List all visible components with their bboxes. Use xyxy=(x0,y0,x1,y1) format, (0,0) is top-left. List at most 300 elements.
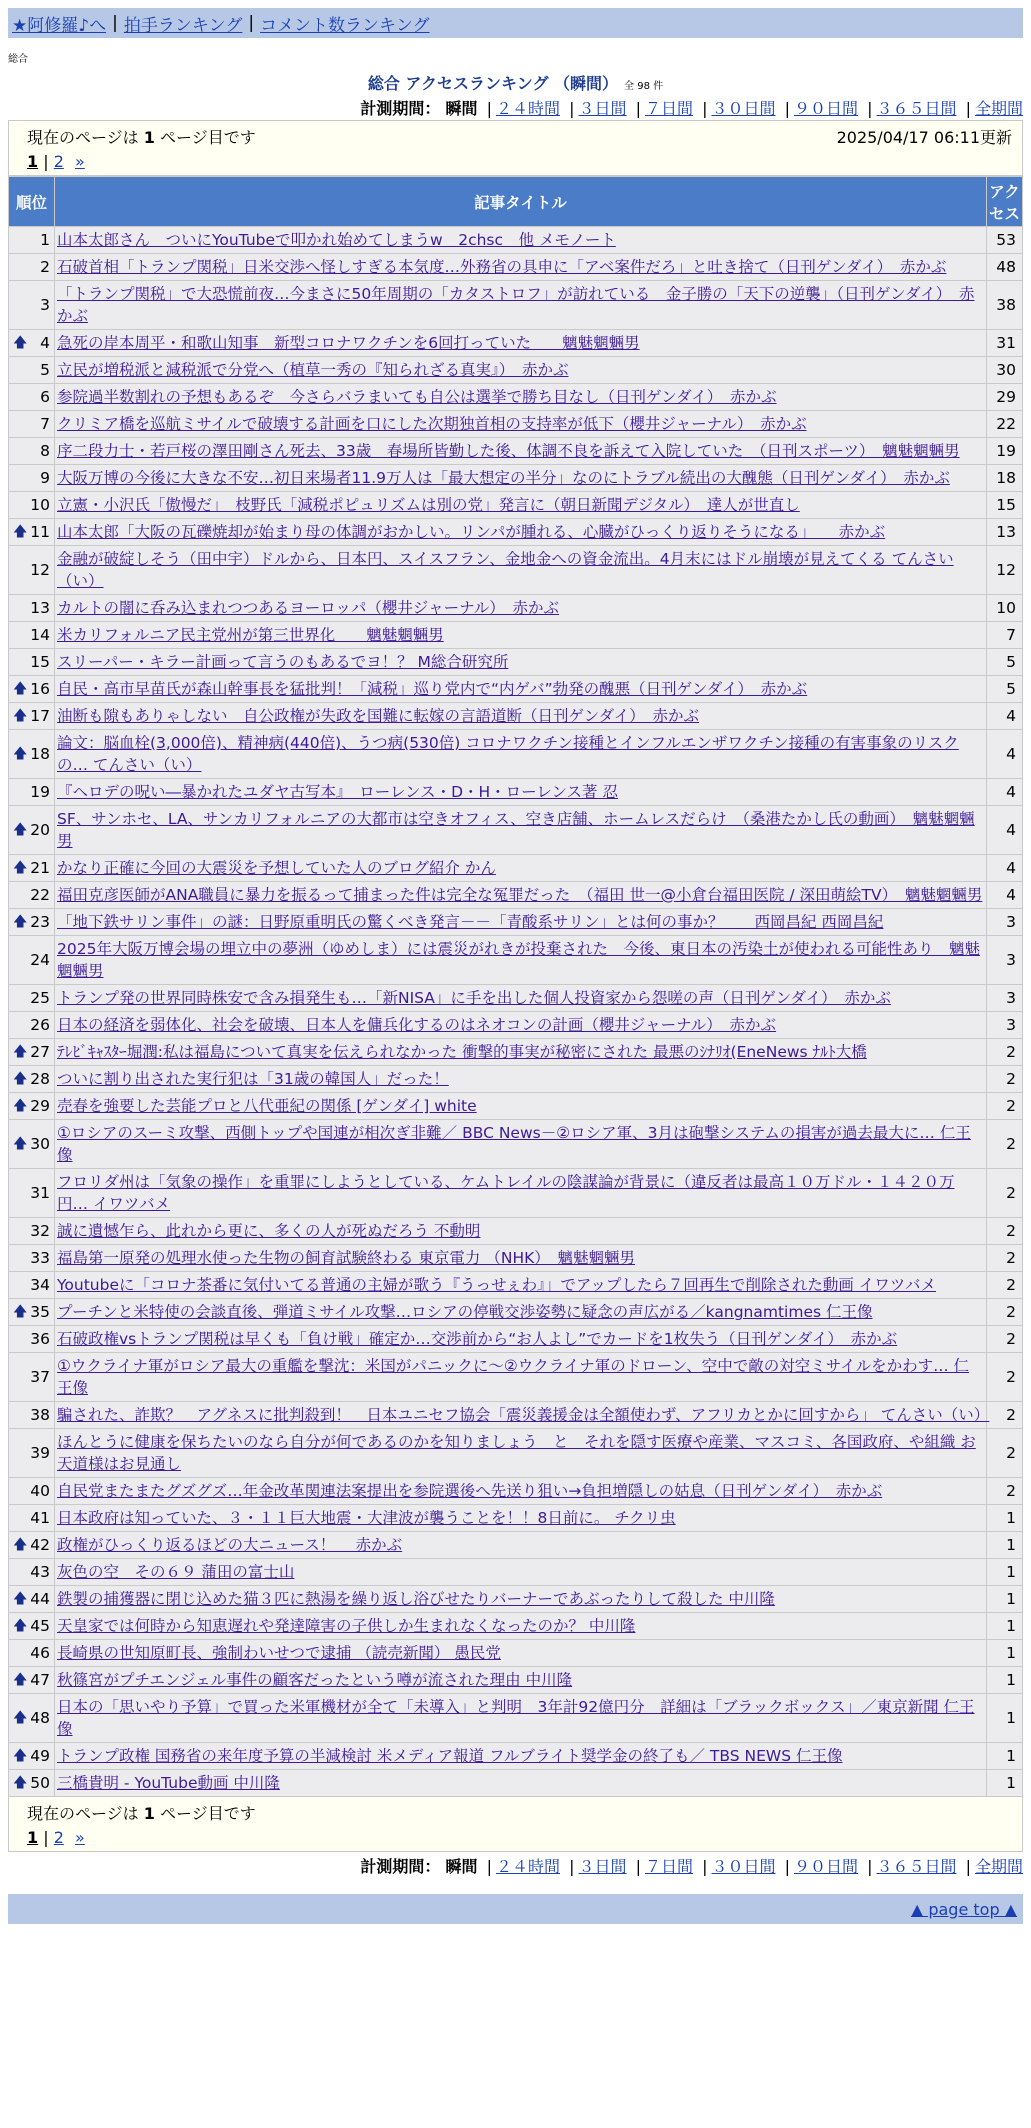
rank-up-arrow-icon: 🡅 xyxy=(13,1591,28,1607)
table-row xyxy=(9,1169,1023,1218)
rank-cell xyxy=(9,882,55,909)
nav-link-asyura[interactable]: ★阿修羅♪へ xyxy=(12,15,107,36)
title-cell xyxy=(55,1169,987,1218)
rank-number: 46 xyxy=(30,1644,50,1662)
title-cell xyxy=(55,1613,987,1640)
rank-number: 37 xyxy=(30,1368,50,1386)
page-title-text: 総合 アクセスランキング （瞬間） xyxy=(367,74,619,93)
pager-current: 1 xyxy=(27,1828,39,1847)
article-title-link[interactable]: 序二段力士・若戸桜の澤田剛さん死去、33歳 春場所皆勤した後、体調不良を訴えて入院していた （日刊スポーツ） 魑魅魍魎男 xyxy=(57,442,960,460)
rank-number: 33 xyxy=(30,1249,50,1267)
rank-number: 6 xyxy=(40,388,50,406)
access-count: 4 xyxy=(987,806,1023,855)
table-row xyxy=(9,1613,1023,1640)
title-cell xyxy=(55,254,987,281)
article-title-link[interactable]: スリーパー・キラー計画って言うのもあるでヨ！？ M総合研究所 xyxy=(57,653,509,671)
page-info-top xyxy=(8,120,1023,176)
article-title-link[interactable]: 日本の「思いやり予算」で買った米軍機材が全て「未導入」と判明 3年計92億円分 詳細は「ブラックボックス」／東京新聞 仁王像 xyxy=(57,1698,975,1738)
access-count: 7 xyxy=(987,622,1023,649)
period-current: 瞬間 xyxy=(445,99,478,118)
rank-up-arrow-icon: 🡅 xyxy=(13,822,28,838)
table-row xyxy=(9,546,1023,595)
access-count: 5 xyxy=(987,649,1023,676)
title-cell xyxy=(55,649,987,676)
title-cell xyxy=(55,1586,987,1613)
rank-number: 25 xyxy=(30,989,50,1007)
rank-number: 21 xyxy=(30,859,50,877)
pager-current: 1 xyxy=(27,152,39,171)
article-title-link[interactable]: フロリダ州は「気象の操作」を重罪にしようとしている、ケムトレイルの陰謀論が背景に（違反者は最高１０万ドル・１４２０万円… イワツバメ xyxy=(57,1173,955,1213)
rank-cell xyxy=(9,1586,55,1613)
rank-number: 16 xyxy=(30,680,50,698)
nav-link-comment-ranking[interactable]: コメント数ランキング xyxy=(260,15,430,36)
rank-up-arrow-icon: 🡅 xyxy=(13,1136,28,1152)
access-count: 2 xyxy=(987,1353,1023,1402)
period-selector-bottom: 計測期間： 瞬間 | ２４時間 | ３日間 | ７日間 | ３０日間 | ９０日間 | ３６５日間 | 全期間 xyxy=(360,1857,1023,1876)
article-title-link[interactable]: 自民・高市早苗氏が森山幹事長を猛批判！「減税」巡り党内で“内ゲバ”勃発の醜悪（日刊ゲンダイ） 赤かぶ xyxy=(57,680,808,698)
article-title-link[interactable]: 石破政権vsトランプ関税は早くも「負け戦」確定か…交渉前から“お人よし”でカードを1枚失う（日刊ゲンダイ） 赤かぶ xyxy=(57,1330,898,1348)
table-row xyxy=(9,703,1023,730)
title-cell xyxy=(55,546,987,595)
article-title-link[interactable]: 立民が増税派と減税派で分党へ（植草一秀の『知られざる真実』） 赤かぶ xyxy=(57,361,569,379)
rank-cell xyxy=(9,546,55,595)
article-title-link[interactable]: 売春を強要した芸能プロと八代亜紀の関係 [ゲンダイ] white xyxy=(57,1097,477,1115)
article-title-link[interactable]: 石破首相「トランプ関税」日米交渉へ怪しすぎる本気度…外務省の具申に「アベ案件だろ」と吐き捨て（日刊ゲンダイ） 赤かぶ xyxy=(57,258,947,276)
article-title-link[interactable]: ﾃﾚﾋﾞｷｬｽﾀｰ堀潤:私は福島について真実を伝えられなかった 衝撃的事実が秘密にされた 最悪のｼﾅﾘｵ(EneNews ﾅﾙﾄ大橋 xyxy=(57,1043,867,1061)
access-count: 31 xyxy=(987,330,1023,357)
article-title-link[interactable]: ほんとうに健康を保ちたいのなら自分が何であるのかを知りましょう と それを隠す医療や産業、マスコミ、各国政府、や組織 お天道様はお見通し xyxy=(57,1433,976,1473)
period-link-7d[interactable]: ７日間 xyxy=(644,1857,693,1876)
rank-cell xyxy=(9,330,55,357)
rank-cell xyxy=(9,1039,55,1066)
access-count: 2 xyxy=(987,1120,1023,1169)
article-title-link[interactable]: ①ウクライナ軍がロシア最大の重艦を撃沈：米国がパニックに～②ウクライナ軍のドローン、空中で敵の対空ミサイルをかわす… 仁王像 xyxy=(57,1357,970,1397)
title-cell xyxy=(55,779,987,806)
article-title-link[interactable]: かなり正確に今回の大震災を予想していた人のブログ紹介 かん xyxy=(57,859,496,877)
article-title-link[interactable]: 日本の経済を弱体化、社会を破壊、日本人を傭兵化するのはネオコンの計画（櫻井ジャーナル） 赤かぶ xyxy=(57,1016,777,1034)
access-count: 10 xyxy=(987,595,1023,622)
rank-cell xyxy=(9,855,55,882)
rank-number: 17 xyxy=(30,707,50,725)
rank-number: 38 xyxy=(30,1406,50,1424)
article-title-link[interactable]: 騙された、詐欺？ アグネスに批判殺到！ 日本ユニセフ協会「震災義援金は全額使わず、アフリカとかに回すから」 てんさい（い） xyxy=(57,1406,990,1424)
article-title-link[interactable]: 天皇家では何時から知恵遅れや発達障害の子供しか生まれなくなったのか？ 中川隆 xyxy=(57,1617,636,1635)
access-count: 1 xyxy=(987,1586,1023,1613)
table-row xyxy=(9,384,1023,411)
article-title-link[interactable]: 日本政府は知っていた、３・１１巨大地震・大津波が襲うことを！！8日前に。 チクリ虫 xyxy=(57,1509,676,1527)
title-cell xyxy=(55,730,987,779)
rank-number: 26 xyxy=(30,1016,50,1034)
access-count: 3 xyxy=(987,985,1023,1012)
rank-up-arrow-icon: 🡅 xyxy=(13,860,28,876)
article-title-link[interactable]: Youtubeに「コロナ茶番に気付いてる普通の主婦が歌う『うっせぇわ』」でアップしたら７回再生で削除された動画 イワツバメ xyxy=(57,1276,936,1294)
article-title-link[interactable]: 鉄製の捕獲器に閉じ込めた猫３匹に熱湯を繰り返し浴びせたりバーナーであぶったりして殺した 中川隆 xyxy=(57,1590,775,1608)
table-row xyxy=(9,1640,1023,1667)
rank-up-arrow-icon: 🡅 xyxy=(13,1748,28,1764)
title-cell xyxy=(55,985,987,1012)
table-row xyxy=(9,357,1023,384)
access-count: 4 xyxy=(987,730,1023,779)
access-count: 3 xyxy=(987,909,1023,936)
table-row xyxy=(9,1218,1023,1245)
col-header-rank: 順位 xyxy=(9,177,55,227)
article-title-link[interactable]: 「地下鉄サリン事件」の謎：日野原重明氏の驚くべき発言－－「青酸系サリン」とは何の事か？ 西岡昌紀 西岡昌紀 xyxy=(57,913,884,931)
table-row xyxy=(9,1694,1023,1743)
table-row xyxy=(9,882,1023,909)
rank-number: 50 xyxy=(30,1774,50,1792)
pager-next[interactable]: » xyxy=(74,1828,85,1847)
rank-number: 14 xyxy=(30,626,50,644)
access-count: 12 xyxy=(987,546,1023,595)
access-count: 2 xyxy=(987,1272,1023,1299)
title-cell xyxy=(55,384,987,411)
rank-number: 32 xyxy=(30,1222,50,1240)
access-count: 15 xyxy=(987,492,1023,519)
title-cell xyxy=(55,855,987,882)
title-cell xyxy=(55,492,987,519)
current-page-text-bottom: 現在のページは 1 ページ目です xyxy=(27,1804,256,1823)
access-count: 3 xyxy=(987,936,1023,985)
title-cell xyxy=(55,1093,987,1120)
period-link-3d[interactable]: ３日間 xyxy=(578,99,627,118)
title-cell xyxy=(55,1532,987,1559)
rank-up-arrow-icon: 🡅 xyxy=(13,1044,28,1060)
access-count: 2 xyxy=(987,1326,1023,1353)
rank-cell xyxy=(9,1012,55,1039)
access-count: 1 xyxy=(987,1505,1023,1532)
table-row xyxy=(9,730,1023,779)
page-info-bottom xyxy=(8,1796,1023,1852)
rank-cell xyxy=(9,1640,55,1667)
article-title-link[interactable]: 秋篠宮がプチエンジェル事件の顧客だったという噂が流された理由 中川隆 xyxy=(57,1671,573,1689)
access-count: 2 xyxy=(987,1218,1023,1245)
rank-number: 36 xyxy=(30,1330,50,1348)
rank-cell xyxy=(9,438,55,465)
rank-number: 24 xyxy=(30,951,50,969)
table-row xyxy=(9,1093,1023,1120)
rank-up-arrow-icon: 🡅 xyxy=(13,1304,28,1320)
article-title-link[interactable]: 論文：脳血栓(3,000倍)、精神病(440倍)、うつ病(530倍) コロナワクチン接種とインフルエンザワクチン接種の有害事象のリスクの… てんさい（い） xyxy=(57,734,959,774)
rank-number: 31 xyxy=(30,1184,50,1202)
rank-number: 19 xyxy=(30,783,50,801)
rank-number: 3 xyxy=(40,296,50,314)
rank-up-arrow-icon: 🡅 xyxy=(13,681,28,697)
rank-cell xyxy=(9,411,55,438)
title-cell xyxy=(55,465,987,492)
article-title-link[interactable]: 福島第一原発の処理水使った生物の飼育試験終わる 東京電力 （NHK） 魑魅魍魎男 xyxy=(57,1249,636,1267)
rank-cell xyxy=(9,519,55,546)
rank-cell xyxy=(9,676,55,703)
table-row xyxy=(9,1402,1023,1429)
category-label: 総合 xyxy=(8,54,28,65)
title-cell xyxy=(55,1326,987,1353)
period-label: 計測期間： xyxy=(360,99,441,118)
page-title xyxy=(8,71,1023,94)
rank-up-arrow-icon: 🡅 xyxy=(13,1071,28,1087)
article-title-link[interactable]: 立憲・小沢氏「傲慢だ」 枝野氏「減税ポピュリズムは別の党」発言に（朝日新聞デジタル） 達人が世直し xyxy=(57,496,800,514)
rank-number: 27 xyxy=(30,1043,50,1061)
rank-number: 23 xyxy=(30,913,50,931)
article-title-link[interactable]: 「トランプ関税」で大恐慌前夜…今まさに50年周期の「カタストロフ」が訪れている 金子勝の「天下の逆襲」（日刊ゲンダイ） 赤かぶ xyxy=(57,285,975,325)
table-row xyxy=(9,806,1023,855)
table-row xyxy=(9,909,1023,936)
article-title-link[interactable]: 『ヘロデの呪い―暴かれたユダヤ古写本』 ローレンス・D・H・ローレンス著 忍 xyxy=(57,783,618,801)
rank-cell xyxy=(9,1505,55,1532)
period-link-30d[interactable]: ３０日間 xyxy=(711,1857,776,1876)
ranking-table xyxy=(8,176,1023,1797)
rank-cell xyxy=(9,1478,55,1505)
title-cell xyxy=(55,676,987,703)
access-count: 1 xyxy=(987,1640,1023,1667)
rank-cell xyxy=(9,1272,55,1299)
rank-cell xyxy=(9,622,55,649)
access-count: 4 xyxy=(987,855,1023,882)
rank-cell xyxy=(9,254,55,281)
title-cell xyxy=(55,519,987,546)
article-title-link[interactable]: 油断も隙もありゃしない 自公政権が失政を国難に転嫁の言語道断（日刊ゲンダイ） 赤かぶ xyxy=(57,707,700,725)
rank-cell xyxy=(9,1532,55,1559)
access-count: 48 xyxy=(987,254,1023,281)
table-row xyxy=(9,985,1023,1012)
period-link-all[interactable]: 全期間 xyxy=(974,99,1023,118)
rank-number: 7 xyxy=(40,415,50,433)
rank-up-arrow-icon: 🡅 xyxy=(13,1537,28,1553)
rank-up-arrow-icon: 🡅 xyxy=(13,335,28,351)
period-link-7d[interactable]: ７日間 xyxy=(644,99,693,118)
table-row xyxy=(9,411,1023,438)
table-row xyxy=(9,1429,1023,1478)
rank-cell xyxy=(9,649,55,676)
table-row xyxy=(9,438,1023,465)
rank-cell xyxy=(9,1066,55,1093)
period-link-90d[interactable]: ９０日間 xyxy=(793,1857,858,1876)
title-cell xyxy=(55,1218,987,1245)
title-cell xyxy=(55,1429,987,1478)
article-title-link[interactable]: 参院過半数割れの予想もあるぞ 今さらバラまいても自公は選挙で勝ち目なし（日刊ゲンダイ） 赤かぶ xyxy=(57,388,777,406)
access-count: 4 xyxy=(987,779,1023,806)
access-count: 38 xyxy=(987,281,1023,330)
title-cell xyxy=(55,936,987,985)
rank-cell xyxy=(9,1093,55,1120)
access-count: 4 xyxy=(987,703,1023,730)
table-row xyxy=(9,281,1023,330)
table-row xyxy=(9,1120,1023,1169)
access-count: 1 xyxy=(987,1743,1023,1770)
rank-up-arrow-icon: 🡅 xyxy=(13,1672,28,1688)
access-count: 2 xyxy=(987,1093,1023,1120)
top-nav-bar xyxy=(8,8,1023,38)
access-count: 2 xyxy=(987,1066,1023,1093)
rank-cell xyxy=(9,1743,55,1770)
rank-number: 13 xyxy=(30,599,50,617)
pager-link-2[interactable]: 2 xyxy=(53,1828,64,1847)
rank-cell xyxy=(9,281,55,330)
rank-number: 39 xyxy=(30,1444,50,1462)
page-top-link[interactable]: ▲ page top ▲ xyxy=(910,1899,1017,1919)
rank-cell xyxy=(9,936,55,985)
table-row xyxy=(9,1743,1023,1770)
title-cell xyxy=(55,882,987,909)
title-cell xyxy=(55,1066,987,1093)
article-title-link[interactable]: 急死の岸本周平・和歌山知事 新型コロナワクチンを6回打っていた 魑魅魍魎男 xyxy=(57,334,640,352)
article-title-link[interactable]: 長崎県の世知原町長、強制わいせつで逮捕 （読売新聞） 愚民党 xyxy=(57,1644,501,1662)
article-title-link[interactable]: ついに割り出された実行犯は「31歳の韓国人」だった！ xyxy=(57,1070,449,1088)
article-title-link[interactable]: 政権がひっくり返るほどの大ニュース！ 赤かぶ xyxy=(57,1536,403,1554)
table-row xyxy=(9,595,1023,622)
table-row xyxy=(9,1770,1023,1797)
title-cell xyxy=(55,227,987,254)
article-title-link[interactable]: 灰色の空 その６９ 蒲田の富士山 xyxy=(57,1563,295,1581)
table-row xyxy=(9,254,1023,281)
rank-number: 2 xyxy=(40,258,50,276)
rank-up-arrow-icon: 🡅 xyxy=(13,746,28,762)
table-row xyxy=(9,1532,1023,1559)
title-cell xyxy=(55,1245,987,1272)
rank-up-arrow-icon: 🡅 xyxy=(13,914,28,930)
title-cell xyxy=(55,1770,987,1797)
period-link-all[interactable]: 全期間 xyxy=(974,1857,1023,1876)
access-count: 3 xyxy=(987,1012,1023,1039)
period-link-24h[interactable]: ２４時間 xyxy=(495,1857,560,1876)
table-row xyxy=(9,1353,1023,1402)
table-row xyxy=(9,622,1023,649)
rank-number: 29 xyxy=(30,1097,50,1115)
article-title-link[interactable]: 大阪万博の今後に大きな不安…初日来場者11.9万人は「最大想定の半分」なのにトラブル続出の大醜態（日刊ゲンダイ） 赤かぶ xyxy=(57,469,950,487)
title-cell xyxy=(55,1272,987,1299)
table-row xyxy=(9,1039,1023,1066)
rank-number: 42 xyxy=(30,1536,50,1554)
title-cell xyxy=(55,1505,987,1532)
rank-cell xyxy=(9,730,55,779)
rank-cell xyxy=(9,227,55,254)
rank-cell xyxy=(9,1353,55,1402)
article-title-link[interactable]: 山本太郎さん ついにYouTubeで叩かれ始めてしまうw 2chsc 他 メモノート xyxy=(57,231,616,249)
title-cell xyxy=(55,1667,987,1694)
rank-number: 41 xyxy=(30,1509,50,1527)
access-count: 4 xyxy=(987,882,1023,909)
period-link-90d[interactable]: ９０日間 xyxy=(793,99,858,118)
article-title-link[interactable]: トランプ発の世界同時株安で含み損発生も…「新NISA」に手を出した個人投資家から怨嗟の声（日刊ゲンダイ） 赤かぶ xyxy=(57,989,891,1007)
nav-separator: | xyxy=(248,13,255,33)
rank-cell xyxy=(9,1770,55,1797)
article-title-link[interactable]: 金融が破綻しそう（田中宇）ドルから、日本円、スイスフラン、金地金への資金流出。4月末にはドル崩壊が見えてくる てんさい（い） xyxy=(57,550,954,590)
article-title-link[interactable]: 山本太郎「大阪の瓦礫焼却が始まり母の体調がおかしい。リンパが腫れる、心臓がひっくり返りそうになる」 赤かぶ xyxy=(57,523,886,541)
title-cell xyxy=(55,1743,987,1770)
period-link-30d[interactable]: ３０日間 xyxy=(711,99,776,118)
article-title-link[interactable]: クリミア橋を巡航ミサイルで破壊する計画を口にした次期独首相の支持率が低下（櫻井ジャーナル） 赤かぶ xyxy=(57,415,807,433)
pager-link-2[interactable]: 2 xyxy=(53,152,64,171)
access-count: 2 xyxy=(987,1169,1023,1218)
rank-number: 48 xyxy=(30,1709,50,1727)
article-title-link[interactable]: 自民党またまたグズグズ…年金改革関連法案提出を参院選後へ先送り狙い→負担増隠しの姑息（日刊ゲンダイ） 赤かぶ xyxy=(57,1482,883,1500)
rank-number: 15 xyxy=(30,653,50,671)
table-row xyxy=(9,676,1023,703)
period-link-24h[interactable]: ２４時間 xyxy=(495,99,560,118)
article-title-link[interactable]: 福田克彦医師がANA職員に暴力を振るって捕まった件は完全な冤罪だった （福田 世一@小倉台福田医院 / 深田萌絵TV） 魑魅魍魎男 xyxy=(57,886,983,904)
rank-number: 28 xyxy=(30,1070,50,1088)
pager-bottom: 1 | 2 » xyxy=(27,1828,85,1847)
updated-timestamp: 2025/04/17 06:11更新 xyxy=(836,128,1012,147)
table-row xyxy=(9,649,1023,676)
table-row xyxy=(9,1272,1023,1299)
title-cell xyxy=(55,1640,987,1667)
title-cell xyxy=(55,438,987,465)
access-count: 2 xyxy=(987,1039,1023,1066)
col-header-access: アクセス xyxy=(987,177,1023,227)
table-row xyxy=(9,1667,1023,1694)
article-title-link[interactable]: 三橋貴明 - YouTube動画 中川隆 xyxy=(57,1774,280,1792)
article-title-link[interactable]: 2025年大阪万博会場の埋立中の夢洲（ゆめしま）には震災がれきが投棄された 今後、東日本の汚染土が使われる可能性あり 魑魅魍魎男 xyxy=(57,940,980,980)
table-row xyxy=(9,779,1023,806)
table-row xyxy=(9,1245,1023,1272)
access-count: 1 xyxy=(987,1532,1023,1559)
rank-cell xyxy=(9,909,55,936)
article-title-link[interactable]: 誠に遺憾乍ら、此れから更に、多くの人が死ぬだろう 不動明 xyxy=(57,1222,481,1240)
rank-cell xyxy=(9,595,55,622)
rank-cell xyxy=(9,1559,55,1586)
period-link-365d[interactable]: ３６５日間 xyxy=(876,99,957,118)
access-count: 5 xyxy=(987,676,1023,703)
article-title-link[interactable]: プーチンと米特使の会談直後、弾道ミサイル攻撃…ロシアの停戦交渉姿勢に疑念の声広がる／kangnamtimes 仁王像 xyxy=(57,1303,873,1321)
rank-cell xyxy=(9,1120,55,1169)
rank-cell xyxy=(9,1218,55,1245)
rank-number: 20 xyxy=(30,821,50,839)
rank-number: 8 xyxy=(40,442,50,460)
period-link-365d[interactable]: ３６５日間 xyxy=(876,1857,957,1876)
table-row xyxy=(9,227,1023,254)
period-link-3d[interactable]: ３日間 xyxy=(578,1857,627,1876)
access-count: 2 xyxy=(987,1402,1023,1429)
rank-up-arrow-icon: 🡅 xyxy=(13,708,28,724)
access-count: 18 xyxy=(987,465,1023,492)
rank-cell xyxy=(9,1299,55,1326)
rank-number: 34 xyxy=(30,1276,50,1294)
nav-link-clap-ranking[interactable]: 拍手ランキング xyxy=(123,15,243,36)
article-title-link[interactable]: トランプ政権 国務省の来年度予算の半減検討 米メディア報道 フルブライト奨学金の終了も／ TBS NEWS 仁王像 xyxy=(57,1747,843,1765)
rank-number: 12 xyxy=(30,561,50,579)
article-title-link[interactable]: ①ロシアのスーミ攻撃、西側トップや国連が相次ぎ非難／ BBC News－②ロシア軍、3月は砲撃システムの損害が過去最大に… 仁王像 xyxy=(57,1124,971,1164)
access-count: 53 xyxy=(987,227,1023,254)
title-cell xyxy=(55,622,987,649)
rank-number: 18 xyxy=(30,745,50,763)
article-title-link[interactable]: カルトの闇に呑み込まれつつあるヨーロッパ（櫻井ジャーナル） 赤かぶ xyxy=(57,599,560,617)
rank-number: 10 xyxy=(30,496,50,514)
rank-up-arrow-icon: 🡅 xyxy=(13,1775,28,1791)
pager-next[interactable]: » xyxy=(74,152,85,171)
table-row xyxy=(9,1299,1023,1326)
rank-number: 35 xyxy=(30,1303,50,1321)
table-row xyxy=(9,1012,1023,1039)
rank-number: 49 xyxy=(30,1747,50,1765)
access-count: 30 xyxy=(987,357,1023,384)
table-row xyxy=(9,1586,1023,1613)
rank-cell xyxy=(9,1245,55,1272)
table-row xyxy=(9,330,1023,357)
title-cell xyxy=(55,1694,987,1743)
article-title-link[interactable]: SF、サンホセ、LA、サンカリフォルニアの大都市は空きオフィス、空き店舗、ホームレスだらけ （桑港たかし氏の動画） 魑魅魍魎男 xyxy=(57,810,975,850)
rank-cell xyxy=(9,806,55,855)
title-cell xyxy=(55,595,987,622)
period-selector-top: 計測期間： 瞬間 | ２４時間 | ３日間 | ７日間 | ３０日間 | ９０日間 | ３６５日間 | 全期間 xyxy=(360,99,1023,118)
table-row xyxy=(9,1559,1023,1586)
title-cell xyxy=(55,281,987,330)
rank-cell xyxy=(9,1326,55,1353)
rank-number: 22 xyxy=(30,886,50,904)
table-row xyxy=(9,1505,1023,1532)
current-page-text: 現在のページは 1 ページ目です xyxy=(27,128,256,147)
article-title-link[interactable]: 米カリフォルニア民主党州が第三世界化 魑魅魍魎男 xyxy=(57,626,444,644)
rank-cell xyxy=(9,465,55,492)
